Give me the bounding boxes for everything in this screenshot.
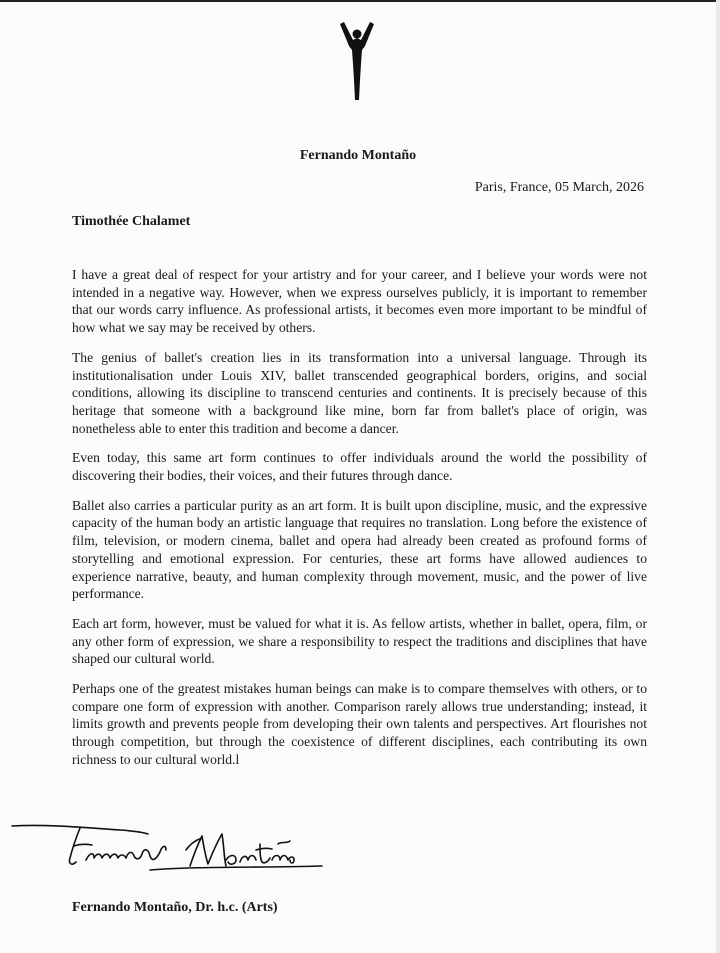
paragraph: Each art form, however, must be valued for what it is. As fellow artists, whether in ballet, opera, film, or any other form of expression, we share a responsibility to respect the traditions and disciplines that have shaped our cultural world.	[72, 615, 647, 667]
paragraph: I have a great deal of respect for your artistry and for your career, and I believe your words were not intended in a negative way. However, when we express ourselves publicly, it is important to remember that our words carry influence. As professional artists, it becomes even more important to be mindful of how what we say may be received by others.	[72, 267, 647, 336]
signer-name-title: Fernando Montaño, Dr. h.c. (Arts)	[72, 900, 278, 915]
letter-body	[72, 266, 647, 781]
recipient-name: Timothée Chalamet	[72, 214, 191, 229]
paragraph: Perhaps one of the greatest mistakes human beings can make is to compare themselves with others, or to compare one form of expression with another. Comparison rarely allows true understanding; instead, it limits growth and prevents people from developing their own talents and perspectives. Art flourishes not through competition, but through the coexistence of different disciplines, each contributing its own richness to our cultural world.l	[72, 681, 647, 767]
paragraph: The genius of ballet's creation lies in its transformation into a universal language. Through its institutionalisation under Louis XIV, ballet transcended geographical borders, origins, and social conditions, allowing its discipline to transcend centuries and continents. It is precisely because of this heritage that someone with a background like mine, born far from ballet's place of origin, was nonetheless able to enter this tradition and become a dancer.	[72, 349, 647, 436]
paragraph: Even today, this same art form continues to offer individuals around the world the possibility of discovering their bodies, their voices, and their futures through dance.	[72, 450, 647, 484]
sender-name: Fernando Montaño	[299, 148, 417, 163]
paragraph: Ballet also carries a particular purity as an art form. It is built upon discipline, music, and the expressive capacity of the human body an artistic language that requires no translation. Long before the existence of film, television, or modern cinema, ballet and opera had already been created as profound forms of storytelling and emotional expression. For centuries, these art forms have allowed audiences to experience narrative, beauty, and human complexity through movement, music, and the power of live performance.	[72, 497, 647, 602]
place-date: Paris, France, 05 March, 2026	[474, 180, 644, 195]
dancer-logo-icon	[334, 20, 380, 104]
handwritten-signature	[10, 814, 330, 884]
